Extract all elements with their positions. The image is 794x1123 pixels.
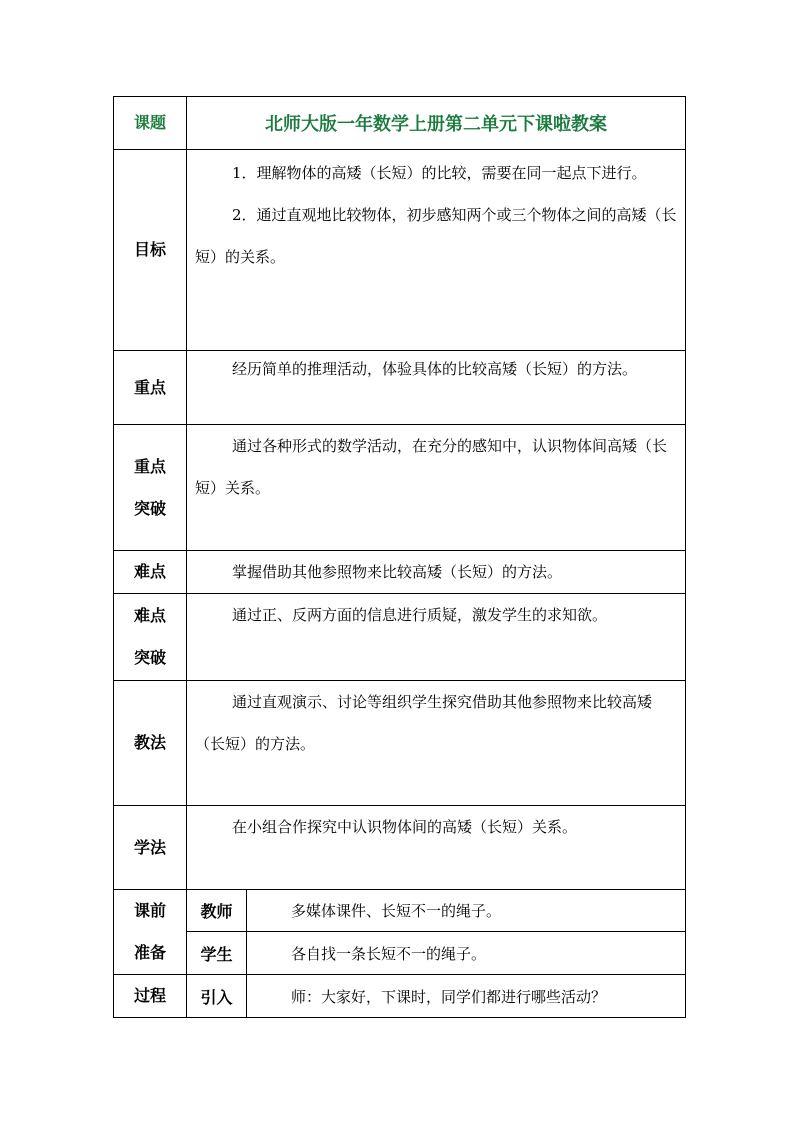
- difficult-break-content: [187, 594, 686, 681]
- teaching-row: [114, 681, 686, 806]
- key-break-row: [114, 425, 686, 551]
- prep-label-line-1: 课前: [133, 901, 166, 920]
- key-break-label-line-2: 突破: [133, 498, 166, 518]
- difficult-text: 掌握借助其他参照物来比较高矮（长短）的方法。: [232, 563, 563, 581]
- key-break-content: [187, 425, 686, 551]
- student-label: 学生: [187, 932, 247, 975]
- key-break-label-line-1: 重点: [133, 456, 166, 476]
- goal-content: [187, 150, 686, 351]
- lesson-plan-table: [113, 96, 686, 1018]
- key-content: [187, 351, 686, 425]
- teacher-label: 教师: [187, 890, 247, 932]
- key-row: [114, 351, 686, 425]
- key-label: 重点: [114, 351, 187, 425]
- goal-line-2: 2．通过直观地比较物体，初步感知两个或三个物体之间的高矮（长短）的关系。: [195, 206, 677, 266]
- goal-line-1: 1．理解物体的高矮（长短）的比较，需要在同一起点下进行。: [232, 164, 647, 182]
- learning-row: [114, 806, 686, 890]
- teacher-prep-text: 多媒体课件、长短不一的绳子。: [247, 890, 686, 932]
- teaching-text: 通过直观演示、讨论等组织学生探究借助其他参照物来比较高矮（长短）的方法。: [195, 693, 653, 753]
- difficult-break-row: [114, 594, 686, 681]
- difficult-break-text: 通过正、反两方面的信息进行质疑，激发学生的求知欲。: [232, 606, 608, 624]
- teaching-label: 教法: [114, 681, 187, 806]
- key-break-label: [114, 425, 187, 551]
- difficult-break-label: [114, 594, 187, 681]
- prep-teacher-row: [114, 890, 686, 932]
- learning-content: [187, 806, 686, 890]
- title-row: [114, 97, 686, 150]
- intro-label: 引入: [187, 975, 247, 1018]
- intro-text: 师：大家好，下课时，同学们都进行哪些活动？: [247, 975, 686, 1018]
- learning-text: 在小组合作探究中认识物体间的高矮（长短）关系。: [232, 818, 578, 836]
- topic-label: 课题: [114, 97, 187, 150]
- key-break-text: 通过各种形式的数学活动，在充分的感知中，认识物体间高矮（长短）关系。: [195, 437, 668, 497]
- prep-student-row: [114, 932, 686, 975]
- learning-label: 学法: [114, 806, 187, 890]
- lesson-title: 北师大版一年数学上册第二单元下课啦教案: [187, 97, 686, 150]
- goal-row: [114, 150, 686, 351]
- teaching-content: [187, 681, 686, 806]
- difficult-row: [114, 551, 686, 594]
- difficult-break-label-line-2: 突破: [133, 648, 166, 667]
- process-row: [114, 975, 686, 1018]
- goal-label: 目标: [114, 150, 187, 351]
- prep-label: [114, 890, 187, 975]
- student-prep-text: 各自找一条长短不一的绳子。: [247, 932, 686, 975]
- process-label: 过程: [114, 975, 187, 1018]
- difficult-content: [187, 551, 686, 594]
- prep-label-line-2: 准备: [133, 943, 166, 962]
- difficult-break-label-line-1: 难点: [133, 606, 166, 625]
- difficult-label: 难点: [114, 551, 187, 594]
- key-text: 经历简单的推理活动，体验具体的比较高矮（长短）的方法。: [232, 360, 638, 378]
